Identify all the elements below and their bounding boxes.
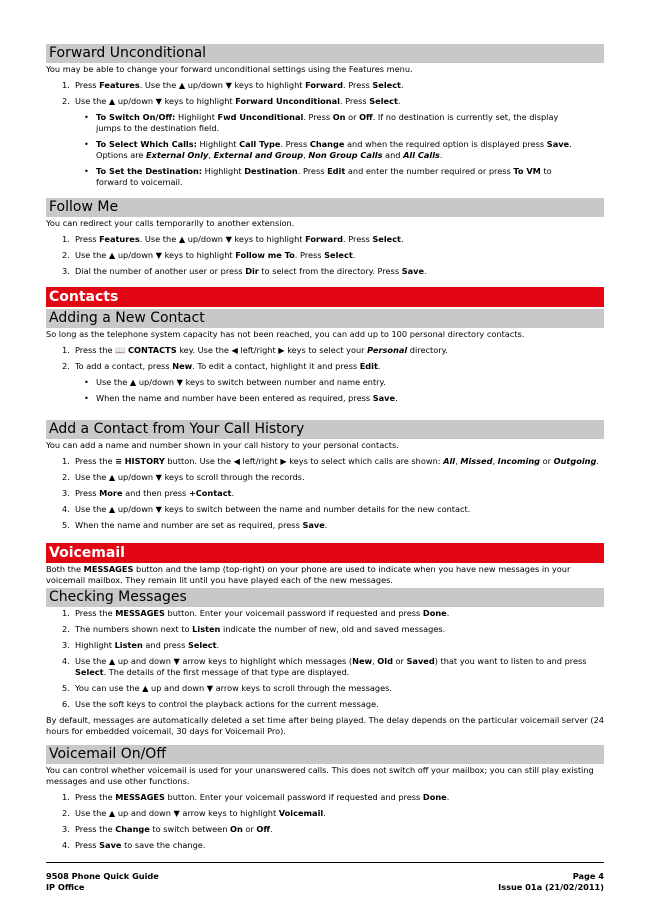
- step: 1. Press the ≡ HISTORY button. Use the ◀ left/right ▶ keys to select which calls are shown: All, Missed, Incoming or Outgoing.: [62, 456, 599, 466]
- intro-text: So long as the telephone system capacity has not been reached, you can add up to 100 personal directory contacts.: [46, 329, 525, 339]
- section-heading-call-history: Add a Contact from Your Call History: [46, 420, 604, 439]
- bullet-list: [46, 112, 604, 188]
- page-number: Page 4: [572, 871, 604, 881]
- step: 3. Press the Change to switch between On or Off.: [62, 824, 273, 834]
- contacts-book-icon: 📖: [115, 345, 126, 355]
- guide-title: 9508 Phone Quick Guide: [46, 871, 159, 881]
- intro-text: You may be able to change your forward unconditional settings using the Features menu.: [46, 64, 413, 74]
- bullet: • To Select Which Calls: Highlight Call Type. Press Change and when the required option is displayed press Save. Options are External Only, External and Group, Non Group Calls and All Calls.: [46, 139, 604, 161]
- bullet: • To Set the Destination: Highlight Destination. Press Edit and enter the number required or press To VM to forward to voicemail.: [46, 166, 604, 188]
- step: 1. Press Features. Use the ▲ up/down ▼ keys to highlight Forward. Press Select.: [62, 234, 404, 244]
- step: 1. Press the 📖 CONTACTS key. Use the ◀ left/right ▶ keys to select your Personal directory.: [62, 345, 448, 355]
- section-heading-voicemail-onoff: Voicemail On/Off: [46, 745, 604, 764]
- step: 3. Dial the number of another user or press Dir to select from the directory. Press Save.: [62, 266, 427, 276]
- bullet: • To Switch On/Off: Highlight Fwd Unconditional. Press On or Off. If no destination is currently set, the display jumps to the destination field.: [46, 112, 604, 134]
- steps-list: [46, 792, 604, 851]
- step: 2. Use the ▲ up/down ▼ keys to scroll through the records.: [62, 472, 305, 482]
- step: 1. Press the MESSAGES button. Enter your voicemail password if requested and press Done.: [62, 608, 450, 618]
- section-heading-adding-contact: Adding a New Contact: [46, 309, 604, 328]
- step: 5. You can use the ▲ up and down ▼ arrow keys to scroll through the messages.: [62, 683, 392, 693]
- intro-text: You can control whether voicemail is used for your unanswered calls. This does not switch off your mailbox; you can still play existing messages and use other functions.: [46, 765, 594, 786]
- step: 2. Use the ▲ up/down ▼ keys to highlight Follow me To. Press Select.: [62, 250, 356, 260]
- step: 6. Use the soft keys to control the playback actions for the current message.: [62, 699, 379, 709]
- chapter-banner-voicemail: Voicemail: [46, 543, 604, 563]
- step: 2. The numbers shown next to Listen indicate the number of new, old and saved messages.: [62, 624, 446, 634]
- document-page: [46, 44, 604, 851]
- section-heading-forward-unconditional: Forward Unconditional: [46, 44, 604, 63]
- steps-list: [46, 456, 604, 531]
- note-text: By default, messages are automatically deleted a set time after being played. The delay depends on the particular voicemail server (24 hours for embedded voicemail, 30 days for Voicemail Pro).: [46, 715, 605, 736]
- steps-list: [46, 608, 604, 710]
- step: 2. To add a contact, press New. To edit a contact, highlight it and press Edit. • Use the ▲ up/down ▼ keys to switch between number and name entry. • When the name and number have been entered as required, press Save.: [46, 361, 604, 404]
- step: 3. Highlight Listen and press Select.: [62, 640, 220, 650]
- chapter-banner-contacts: Contacts: [46, 287, 604, 307]
- step: 4. Use the ▲ up and down ▼ arrow keys to highlight which messages (New, Old or Saved) that you want to listen to and press Select. The details of the first message of that type are displayed.: [62, 656, 587, 677]
- steps-list: [46, 80, 604, 188]
- intro-text: You can add a name and number shown in your call history to your personal contacts.: [46, 440, 399, 450]
- step: 2. Use the ▲ up and down ▼ arrow keys to highlight Voicemail.: [62, 808, 326, 818]
- bullet-list: [46, 377, 604, 404]
- steps-list: [46, 345, 604, 404]
- product-name: IP Office: [46, 882, 85, 892]
- step: 1. Press Features. Use the ▲ up/down ▼ keys to highlight Forward. Press Select.: [62, 80, 404, 90]
- history-list-icon: ≡: [115, 456, 123, 466]
- section-heading-checking-messages: Checking Messages: [46, 588, 604, 607]
- intro-text: Both the MESSAGES button and the lamp (top-right) on your phone are used to indicate when you have new messages in your voicemail mailbox. They remain lit until you have played each of the new messages.: [46, 564, 571, 585]
- step: 4. Press Save to save the change.: [62, 840, 206, 850]
- step: 4. Use the ▲ up/down ▼ keys to switch between the name and number details for the new contact.: [62, 504, 471, 514]
- step: 3. Press More and then press +Contact.: [62, 488, 235, 498]
- intro-text: You can redirect your calls temporarily to another extension.: [46, 218, 295, 228]
- section-heading-follow-me: Follow Me: [46, 198, 604, 217]
- step: 1. Press the MESSAGES button. Enter your voicemail password if requested and press Done.: [62, 792, 450, 802]
- page-footer: [46, 862, 604, 893]
- bullet: • Use the ▲ up/down ▼ keys to switch between number and name entry.: [46, 377, 604, 388]
- step: 5. When the name and number are set as required, press Save.: [62, 520, 328, 530]
- steps-list: [46, 234, 604, 277]
- issue-label: Issue 01a (21/02/2011): [498, 882, 604, 892]
- step: 2. Use the ▲ up/down ▼ keys to highlight Forward Unconditional. Press Select. • To Switch On/Off: Highlight Fwd Unconditional. Press On or Off. If no destination is currently set, the display jumps to the destination field. • To Select Which Calls: Highlight Call Type. Press Change and when the required option is displayed press Save. Options are External Only, External and Group, Non Group Calls and All Calls. • To Set the Destination: Highlight Destination. Press Edit and enter the number required or press To VM to forward to voicemail.: [46, 96, 604, 188]
- bullet: • When the name and number have been entered as required, press Save.: [46, 393, 604, 404]
